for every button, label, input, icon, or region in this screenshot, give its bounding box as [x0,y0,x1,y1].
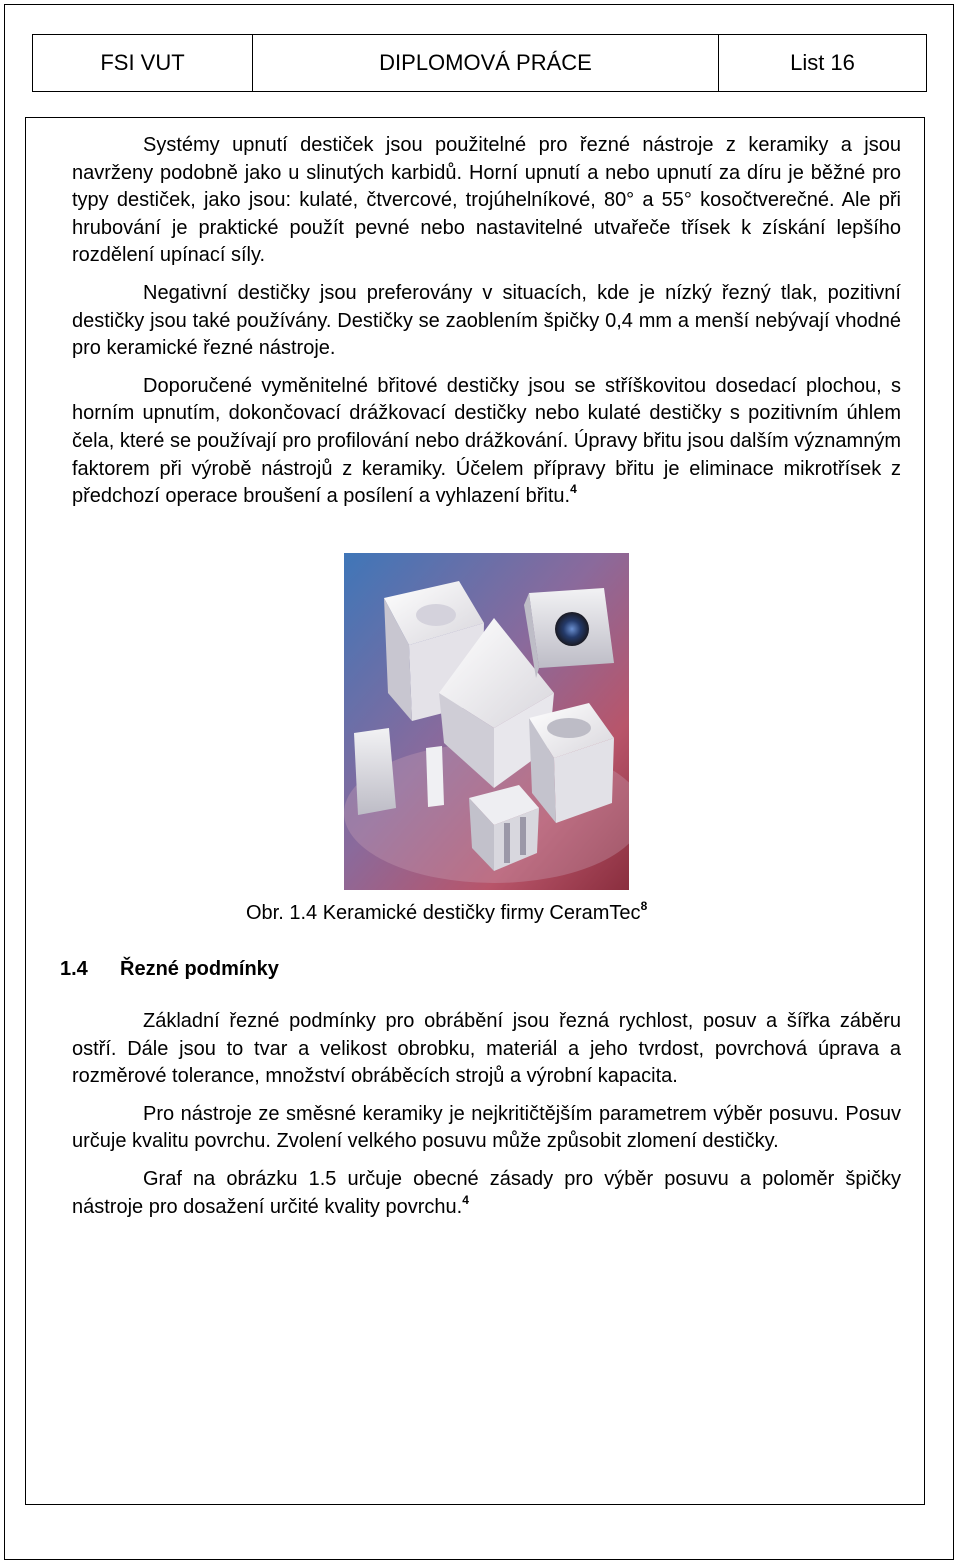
header-institution: FSI VUT [33,35,253,91]
section-number: 1.4 [60,958,88,980]
paragraph-clamping-systems: Systémy upnutí destiček jsou použitelné pro řezné nástroje z keramiky a jsou navrženy podobně jako u slinutých karbidů. Horní upnutí a nebo upnutí za díru je běžné pro typy destiček, jako jsou: kulaté, čtvercové, trojúhelníkové, 80° a 55° kosočtverečné. Ale při hrubování je praktické použít pevné nebo nastavitelné utvařeče třísek k získání lepšího rozdělení upínací síly. [72,134,901,267]
paragraph-graph-reference [72,1166,901,1221]
caption-reference-mark: 8 [640,899,648,913]
section-text [72,1008,901,1231]
header-document-type: DIPLOMOVÁ PRÁCE [253,35,719,91]
header-page-number: List 16 [790,50,855,75]
paragraph-recommended-inserts-text: Doporučené vyměnitelné břitové destičky jsou se stříškovitou dosedací plochou, s horním upnutím, dokončovací drážkovací destičky nebo kulaté destičky s pozitivním úhlem čela, které se používají pro profilování nebo drážkování. Úpravy břitu jsou dalším významným faktorem při výrobě nástrojů z keramiky. Účelem přípravy břitu je eliminace mikrotřísek z předchozí operace broušení a posílení a vyhlazení břitu. [72,374,901,508]
paragraph-graph-reference-text: Graf na obrázku 1.5 určuje obecné zásady pro výběr posuvu a poloměr špičky nástroje pro dosažení určité kvality povrchu. [72,1167,901,1218]
paragraph-mixed-ceramics: Pro nástroje ze směsné keramiky je nejkritičtějším parametrem výběr posuvu. Posuv určuje kvalitu povrchu. Zvolení velkého posuvu může způsobit zlomení destičky. [72,1102,901,1153]
paragraph-negative-inserts: Negativní destičky jsou preferovány v situacích, kde je nízký řezný tlak, pozitivní destičky jsou také používány. Destičky se zaoblením špičky 0,4 mm a menší nebývají vhodné pro keramické řezné nástroje. [72,281,901,360]
intro-text [72,132,901,521]
ceramic-inserts-photo [344,553,629,890]
section-heading [60,958,279,981]
reference-mark: 4 [570,482,577,497]
figure-caption-text: Obr. 1.4 Keramické destičky firmy CeramTec [246,902,641,924]
paragraph-basic-conditions: Základní řezné podmínky pro obrábění jsou řezná rychlost, posuv a šířka záběru ostří. Dále jsou to tvar a velikost obrobku, materiál a jeho tvrdost, povrchová úprava a rozměrové tolerance, množství obráběcích strojů a výrobní kapacita. [72,1010,901,1088]
page-header [32,34,927,92]
reference-mark: 4 [462,1192,469,1207]
section-title: Řezné podmínky [120,958,279,980]
paragraph-recommended-inserts [72,373,901,511]
figure-caption [246,899,648,925]
